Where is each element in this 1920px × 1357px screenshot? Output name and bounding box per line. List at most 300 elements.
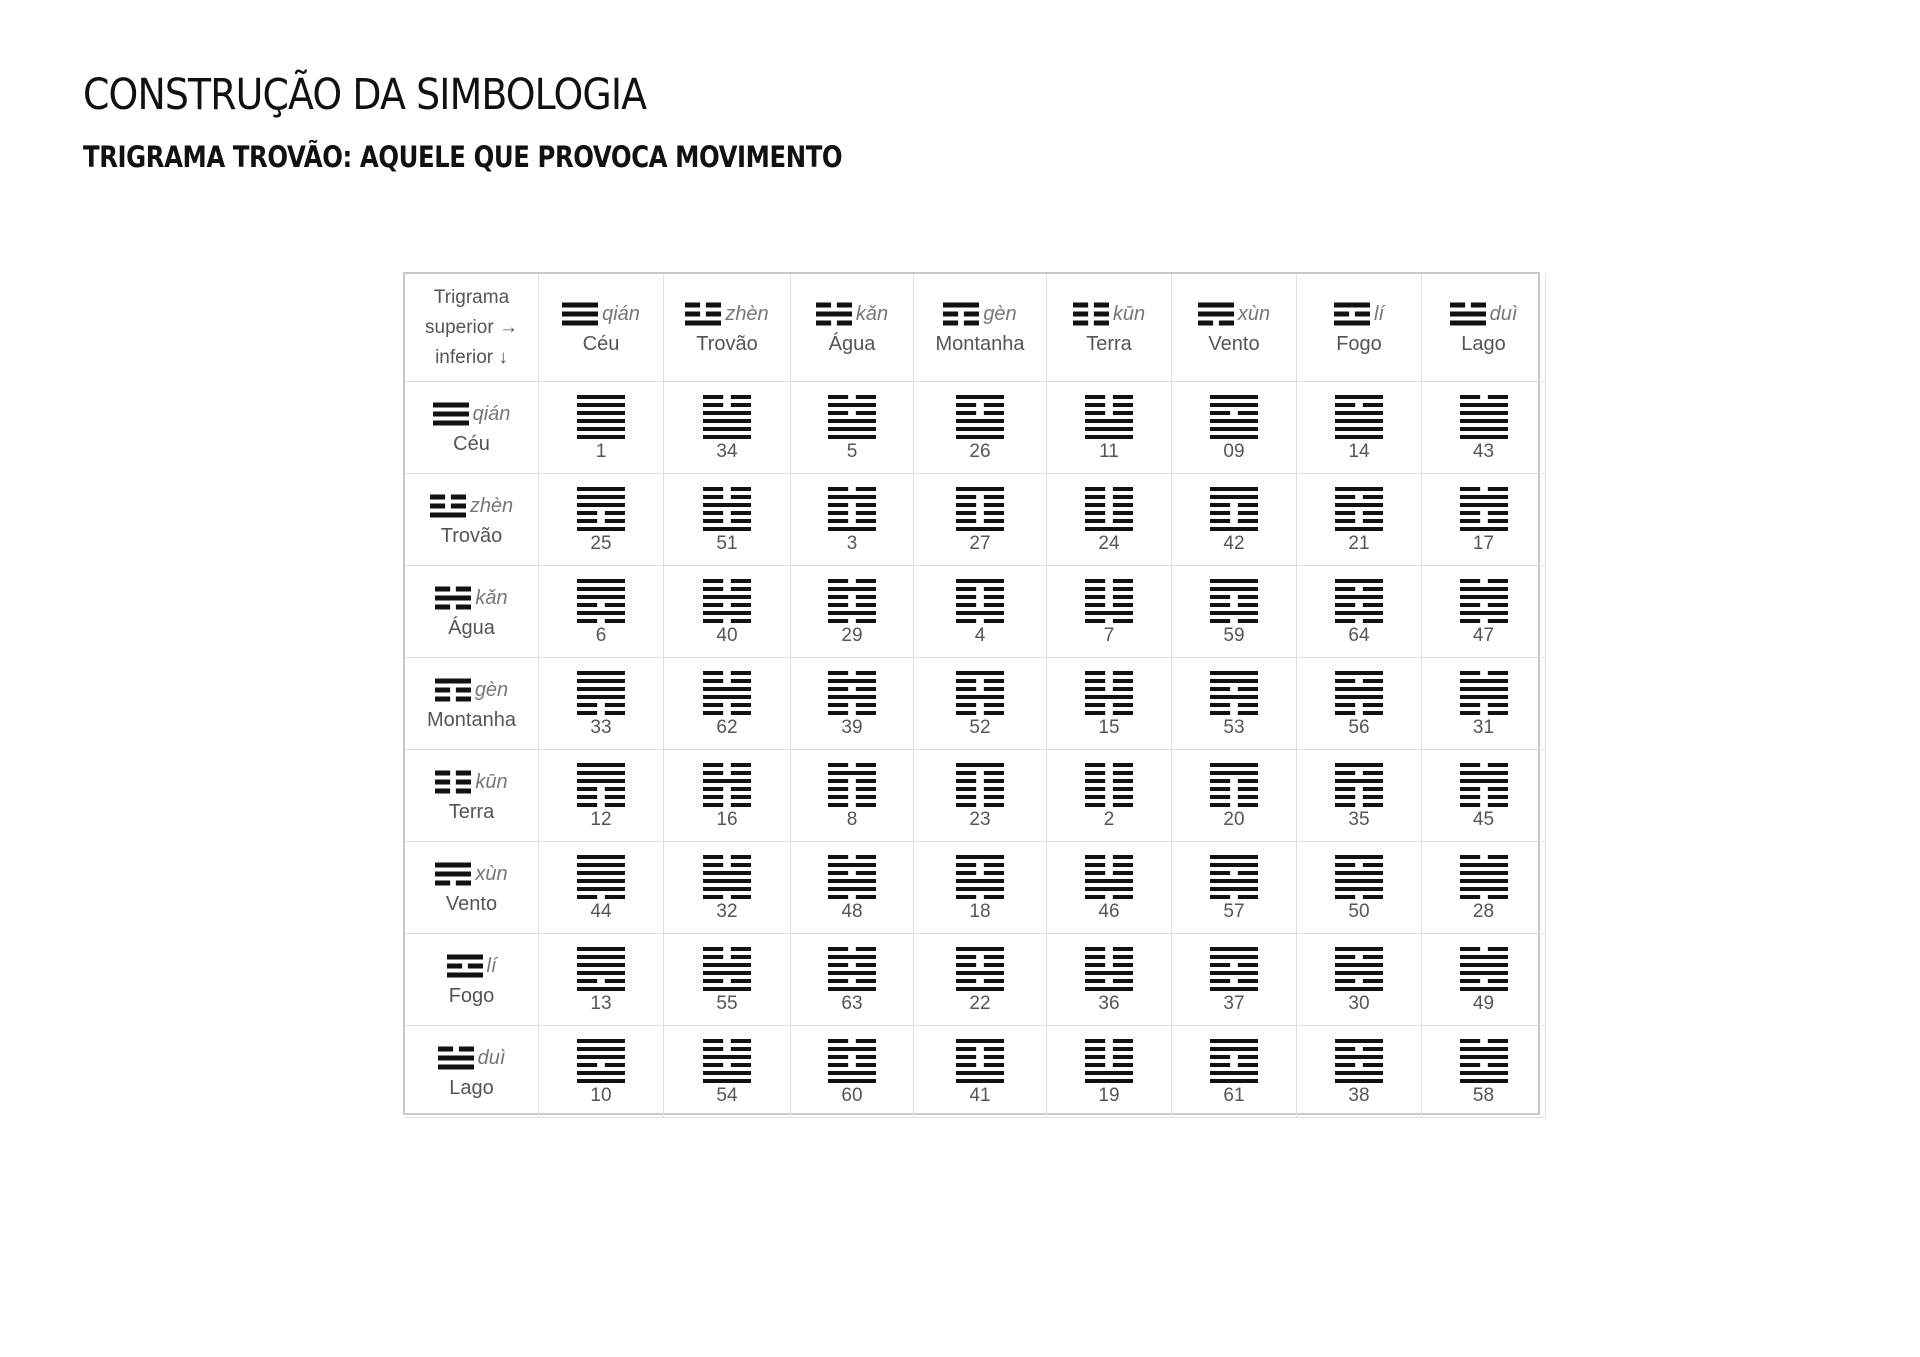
broken-line-segment [731,395,751,399]
broken-line-segment [1238,963,1258,967]
hexagram-number: 5 [846,440,858,462]
broken-line-segment [828,763,848,767]
trigram-name: Água [828,333,876,355]
upper-header-5 [1172,274,1297,382]
broken-line-segment [731,955,751,959]
broken-line-segment [1238,511,1258,515]
broken-line-segment [1210,511,1230,515]
hexagram-symbol-icon [1085,578,1133,624]
broken-line-segment [856,687,876,691]
hexagram-symbol-icon [1460,762,1508,808]
hexagram-cell [664,566,791,658]
broken-line-segment [856,619,876,623]
hexagram-number: 52 [969,716,991,738]
solid-line [1460,771,1508,775]
broken-line-segment [956,619,976,623]
solid-line [828,435,876,439]
hexagram-number: 22 [969,992,991,1014]
broken-line-segment [605,603,625,607]
hexagram-number: 33 [590,716,612,738]
trigram-pinyin: xùn [1237,302,1271,325]
broken-line-segment [1085,687,1105,691]
hexagram-symbol-icon [577,854,625,900]
broken-line-segment [956,687,976,691]
solid-line [1460,971,1508,975]
hexagram-cell [1297,566,1422,658]
solid-line [1335,595,1383,599]
broken-line-segment [1113,871,1133,875]
solid-line [577,1039,625,1043]
solid-line [577,495,625,499]
hexagram-number: 61 [1223,1084,1245,1106]
broken-line-segment [1355,312,1370,317]
trigram-name: Vento [445,893,498,915]
solid-line [1210,1047,1258,1051]
solid-line [828,587,876,591]
broken-line-segment [731,487,751,491]
broken-line-segment [1085,763,1105,767]
broken-line-segment [1085,711,1105,715]
broken-line-segment [984,803,1004,807]
trigram-pinyin: lí [486,954,497,977]
broken-line-segment [956,1055,976,1059]
broken-line-segment [1085,795,1105,799]
lower-header-0 [405,382,539,474]
broken-line-segment [956,603,976,607]
solid-line [1085,435,1133,439]
hexagram-cell [914,750,1047,842]
solid-line [447,955,483,960]
upper-header-3 [914,274,1047,382]
solid-line [828,955,876,959]
broken-line-segment [1113,803,1133,807]
broken-line-segment [828,1039,848,1043]
solid-line [1460,695,1508,699]
solid-line [1460,595,1508,599]
broken-line-segment [456,605,471,610]
hexagram-cell [1172,1026,1297,1118]
broken-line-segment [703,863,723,867]
broken-line-segment [1210,871,1230,875]
broken-line-segment [706,303,721,308]
lower-header-2 [405,566,539,658]
broken-line-segment [731,1063,751,1067]
broken-line-segment [1113,787,1133,791]
broken-line-segment [435,780,450,785]
trigram-pinyin: lí [1374,302,1384,325]
solid-line [703,1071,751,1075]
broken-line-segment [1460,711,1480,715]
hexagram-number: 58 [1472,1084,1495,1106]
solid-line [1460,1055,1508,1059]
solid-line [1334,303,1370,308]
broken-line-segment [1460,947,1480,951]
broken-line-segment [1335,711,1355,715]
hexagram-symbol-icon [1085,1038,1133,1084]
broken-line-segment [731,947,751,951]
solid-line [1335,763,1383,767]
broken-line-segment [458,1047,473,1052]
broken-line-segment [1094,321,1109,326]
hexagram-cell [539,1026,664,1118]
hexagram-cell [914,1026,1047,1118]
solid-line [828,879,876,883]
broken-line-segment [1487,855,1507,859]
broken-line-segment [1335,619,1355,623]
broken-line-segment [703,519,723,523]
hexagram-symbol-icon [577,946,625,992]
hexagram-number: 27 [969,532,991,554]
broken-line-segment [984,979,1004,983]
solid-line [1335,1079,1383,1083]
trigram-pinyin: gèn [983,302,1017,325]
broken-line-segment [1460,487,1480,491]
broken-line-segment [731,679,751,683]
broken-line-segment [435,881,450,886]
broken-line-segment [1335,603,1355,607]
solid-line [1198,312,1234,317]
broken-line-segment [1094,303,1109,308]
broken-line-segment [828,411,848,415]
solid-line [956,671,1004,675]
broken-line-segment [1238,503,1258,507]
hexagram-cell [791,934,914,1026]
broken-line-segment [731,603,751,607]
broken-line-segment [1219,321,1234,326]
broken-line-segment [956,895,976,899]
trigram-label [816,299,888,329]
solid-line [828,695,876,699]
broken-line-segment [1113,1039,1133,1043]
broken-line-segment [1085,679,1105,683]
broken-line-segment [1460,803,1480,807]
hexagram-symbol-icon [956,854,1004,900]
broken-line-segment [956,1047,976,1051]
broken-line-segment [451,495,466,500]
hexagram-number: 12 [590,808,612,830]
solid-line [577,987,625,991]
solid-line [828,1071,876,1075]
trigram-pinyin: duì [477,1046,506,1069]
solid-line [828,1047,876,1051]
broken-line-segment [956,711,976,715]
hexagram-symbol-icon [703,1038,751,1084]
trigram-label [435,583,507,613]
hexagram-number: 57 [1223,900,1245,922]
hexagram-symbol-icon [1335,394,1383,440]
broken-line-segment [1460,619,1480,623]
hexagram-symbol-icon [1210,854,1258,900]
broken-line-segment [984,871,1004,875]
solid-line [828,887,876,891]
hexagram-cell [1172,566,1297,658]
broken-line-segment [984,771,1004,775]
broken-line-segment [438,1047,453,1052]
solid-line [562,321,598,326]
solid-line [1210,971,1258,975]
solid-line [438,1065,474,1070]
solid-line [577,887,625,891]
hexagram-number: 15 [1098,716,1120,738]
solid-line [703,971,751,975]
broken-line-segment [1487,603,1507,607]
broken-line-segment [1210,703,1230,707]
broken-line-segment [1487,1039,1507,1043]
hexagram-cell [539,382,664,474]
broken-line-segment [605,619,625,623]
broken-line-segment [1113,703,1133,707]
broken-line-segment [703,703,723,707]
hexagram-symbol-icon [1210,394,1258,440]
solid-line [1335,487,1383,491]
solid-line [1335,947,1383,951]
broken-line-segment [856,1063,876,1067]
broken-line-segment [984,779,1004,783]
solid-line [1335,411,1383,415]
trigram-symbol-icon [435,586,471,610]
hexagram-symbol-icon [1210,486,1258,532]
hexagram-cell [664,934,791,1026]
hexagram-number: 34 [716,440,738,462]
broken-line-segment [1363,979,1383,983]
broken-line-segment [577,803,597,807]
solid-line [577,763,625,767]
broken-line-segment [984,603,1004,607]
solid-line [577,587,625,591]
hexagram-cell [1172,382,1297,474]
hexagram-cell [1422,934,1546,1026]
broken-line-segment [1113,587,1133,591]
hexagram-cell [1422,382,1546,474]
broken-line-segment [1085,771,1105,775]
solid-line [943,303,979,308]
hexagram-number: 51 [716,532,738,554]
hexagram-cell [1172,658,1297,750]
solid-line [1335,1055,1383,1059]
hexagram-symbol-icon [1335,670,1383,716]
broken-line-segment [984,703,1004,707]
hexagram-symbol-icon [1210,670,1258,716]
broken-line-segment [1113,579,1133,583]
hexagram-number: 47 [1472,624,1495,646]
broken-line-segment [828,855,848,859]
broken-line-segment [703,603,723,607]
hexagram-symbol-icon [828,1038,876,1084]
corner-line-2: superior → [425,316,518,338]
broken-line-segment [703,771,723,775]
solid-line [577,1079,625,1083]
broken-line-segment [1113,403,1133,407]
solid-line [577,779,625,783]
broken-line-segment [1210,963,1230,967]
solid-line [1210,887,1258,891]
hexagram-symbol-icon [956,946,1004,992]
broken-line-segment [1335,771,1355,775]
hexagram-symbol-icon [1460,394,1508,440]
broken-line-segment [1487,395,1507,399]
solid-line [1210,1079,1258,1083]
broken-line-segment [1335,1047,1355,1051]
broken-line-segment [1085,395,1105,399]
broken-line-segment [1113,795,1133,799]
hexagram-cell [1297,658,1422,750]
broken-line-segment [1460,895,1480,899]
solid-line [1210,879,1258,883]
solid-line [577,687,625,691]
broken-line-segment [984,1063,1004,1067]
solid-line [433,403,469,408]
hexagram-cell [1297,750,1422,842]
broken-line-segment [1238,1055,1258,1059]
broken-line-segment [731,863,751,867]
broken-line-segment [828,871,848,875]
broken-line-segment [1085,979,1105,983]
trigram-label [430,491,513,521]
solid-line [1460,687,1508,691]
solid-line [828,987,876,991]
solid-line [433,421,469,426]
solid-line [1210,487,1258,491]
broken-line-segment [703,495,723,499]
broken-line-segment [1238,803,1258,807]
trigram-name: Trovão [440,525,503,547]
broken-line-segment [685,303,700,308]
solid-line [956,987,1004,991]
broken-line-segment [956,863,976,867]
hexagram-number: 35 [1348,808,1370,830]
solid-line [1085,1079,1133,1083]
broken-line-segment [1113,763,1133,767]
trigram-symbol-icon [685,302,721,326]
broken-line-segment [828,503,848,507]
broken-line-segment [731,519,751,523]
broken-line-segment [856,1055,876,1059]
broken-line-segment [856,711,876,715]
solid-line [703,503,751,507]
broken-line-segment [956,963,976,967]
trigram-symbol-icon [816,302,852,326]
solid-line [703,595,751,599]
hexagram-symbol-icon [828,854,876,900]
broken-line-segment [1238,411,1258,415]
broken-line-segment [1210,619,1230,623]
solid-line [1460,403,1508,407]
hexagram-cell [664,1026,791,1118]
broken-line-segment [856,895,876,899]
broken-line-segment [731,511,751,515]
broken-line-segment [1335,895,1355,899]
broken-line-segment [435,587,450,592]
hexagram-symbol-icon [1335,1038,1383,1084]
hexagram-symbol-icon [577,486,625,532]
solid-line [1335,427,1383,431]
broken-line-segment [956,703,976,707]
broken-line-segment [1460,703,1480,707]
hexagram-number: 44 [590,900,612,922]
hexagram-cell [1297,934,1422,1026]
broken-line-segment [1238,979,1258,983]
broken-line-segment [731,619,751,623]
broken-line-segment [1085,595,1105,599]
hexagram-symbol-icon [577,578,625,624]
hexagram-number: 54 [716,1084,738,1106]
hexagram-number: 19 [1098,1084,1120,1106]
broken-line-segment [1085,779,1105,783]
broken-line-segment [435,771,450,776]
broken-line-segment [1210,603,1230,607]
hexagram-number: 17 [1472,532,1495,554]
solid-line [577,863,625,867]
solid-line [956,855,1004,859]
hexagram-cell [791,566,914,658]
broken-line-segment [984,963,1004,967]
hexagram-cell [914,474,1047,566]
solid-line [1335,1071,1383,1075]
solid-line [577,947,625,951]
trigram-label [685,299,768,329]
trigram-pinyin: kūn [1112,302,1146,325]
hexagram-number: 41 [969,1084,991,1106]
broken-line-segment [1113,947,1133,951]
hexagram-cell [1047,658,1172,750]
broken-line-segment [856,519,876,523]
solid-line [703,871,751,875]
hexagram-number: 36 [1098,992,1120,1014]
solid-line [956,579,1004,583]
broken-line-segment [956,587,976,591]
trigram-symbol-icon [1073,302,1109,326]
broken-line-segment [1335,955,1355,959]
broken-line-segment [731,403,751,407]
hexagram-symbol-icon [828,486,876,532]
solid-line [956,887,1004,891]
broken-line-segment [1460,787,1480,791]
hexagram-symbol-icon [703,394,751,440]
broken-line-segment [1198,321,1213,326]
broken-line-segment [1210,1063,1230,1067]
solid-line [577,879,625,883]
broken-line-segment [984,495,1004,499]
hexagram-cell [791,750,914,842]
hexagram-number: 16 [716,808,738,830]
hexagram-number: 10 [590,1084,612,1106]
hexagram-number: 26 [969,440,991,462]
broken-line-segment [430,504,445,509]
trigram-symbol-icon [433,402,469,426]
solid-line [1335,879,1383,883]
broken-line-segment [1085,1039,1105,1043]
solid-line [1460,1079,1508,1083]
broken-line-segment [1238,595,1258,599]
trigram-label [1450,299,1518,329]
hexagram-cell [664,658,791,750]
solid-line [703,695,751,699]
broken-line-segment [605,895,625,899]
hexagram-cell [664,474,791,566]
solid-line [685,321,721,326]
solid-line [1210,987,1258,991]
broken-line-segment [1210,895,1230,899]
broken-line-segment [984,687,1004,691]
broken-line-segment [1363,587,1383,591]
broken-line-segment [435,605,450,610]
trigram-name: Céu [582,333,620,355]
broken-line-segment [1335,787,1355,791]
solid-line [703,427,751,431]
upper-header-4 [1047,274,1172,382]
broken-line-segment [816,303,831,308]
solid-line [828,495,876,499]
